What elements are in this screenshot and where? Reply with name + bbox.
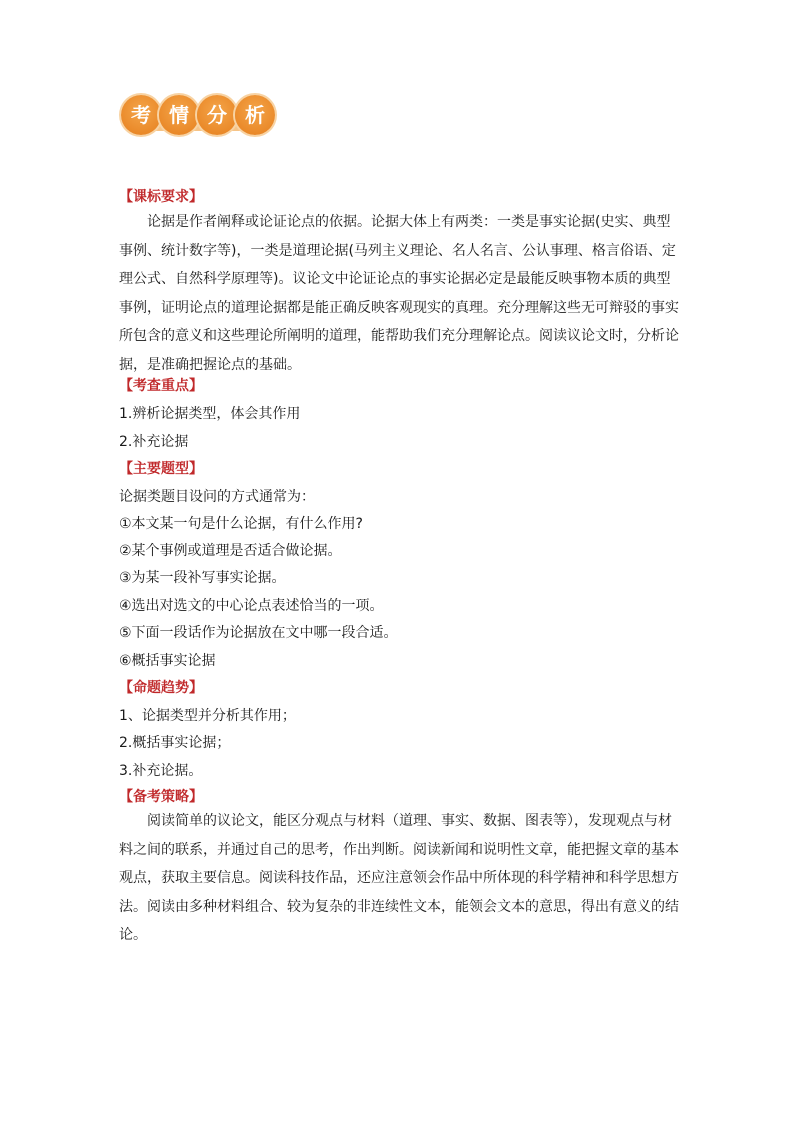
paragraph-line: 料之间的联系，并通过自己的思考，作出判断。阅读新闻和说明性文章，能把握文章的基本	[119, 841, 679, 858]
prep-strategy-paragraph	[119, 807, 685, 950]
heading-curriculum-standard: 【课标要求】	[119, 189, 203, 205]
trend-item: 1、论据类型并分析其作用；	[119, 708, 296, 724]
heading-prep-strategy: 【备考策略】	[119, 789, 203, 805]
paragraph-line: 理公式、自然科学原理等)。议论文中论证论点的事实论据必定是最能反映事物本质的典型	[119, 271, 671, 288]
paragraph-line: 法。阅读由多种材料组合、较为复杂的非连续性文本，能领会文本的意思，得出有意义的结	[119, 898, 679, 915]
focus-item: 1.辨析论据类型，体会其作用	[119, 406, 301, 422]
paragraph-line: 论据是作者阐释或论证论点的依据。论据大体上有两类：一类是事实论据(史实、典型	[147, 214, 671, 230]
paragraph-line: 观点，获取主要信息。阅读科技作品，还应注意领会作品中所体现的科学精神和科学思想方	[119, 870, 679, 887]
banner-char-3: 分	[197, 95, 237, 135]
paragraph-line: 事例、统计数字等)，一类是道理论据(马列主义理论、名人名言、公认事理、格言俗语、定	[119, 242, 676, 259]
banner-char-4: 析	[235, 95, 275, 135]
question-type-item: ①本文某一句是什么论据，有什么作用?	[119, 516, 363, 532]
curriculum-standard-paragraph	[119, 208, 685, 380]
question-type-item: ④选出对选文的中心论点表述恰当的一项。	[119, 598, 384, 614]
trend-item: 2.概括事实论据；	[119, 735, 231, 751]
question-types-intro: 论据类题目设问的方式通常为：	[119, 489, 315, 505]
focus-item: 2.补充论据	[119, 434, 189, 450]
section-banner	[119, 93, 275, 139]
heading-proposition-trend: 【命题趋势】	[119, 680, 203, 696]
question-type-item: ③为某一段补写事实论据。	[119, 570, 286, 586]
heading-exam-focus: 【考查重点】	[119, 378, 203, 394]
paragraph-line: 事例，证明论点的道理论据都是能正确反映客观现实的真理。充分理解这些无可辩驳的事实	[119, 299, 679, 316]
paragraph-line: 所包含的意义和这些理论所阐明的道理，能帮助我们充分理解论点。阅读议论文时，分析论	[119, 328, 679, 345]
banner-char-2: 情	[159, 95, 199, 135]
trend-item: 3.补充论据。	[119, 763, 203, 779]
question-type-item: ⑤下面一段话作为论据放在文中哪一段合适。	[119, 625, 398, 641]
paragraph-line: 论。	[119, 927, 147, 944]
question-type-item: ⑥概括事实论据	[119, 653, 216, 669]
banner-char-1: 考	[121, 95, 161, 135]
heading-question-types: 【主要题型】	[119, 461, 203, 477]
paragraph-line: 阅读简单的议论文，能区分观点与材料（道理、事实、数据、图表等），发现观点与材	[147, 813, 672, 829]
question-type-item: ②某个事例或道理是否适合做论据。	[119, 543, 342, 559]
paragraph-line: 据，是准确把握论点的基础。	[119, 356, 301, 373]
